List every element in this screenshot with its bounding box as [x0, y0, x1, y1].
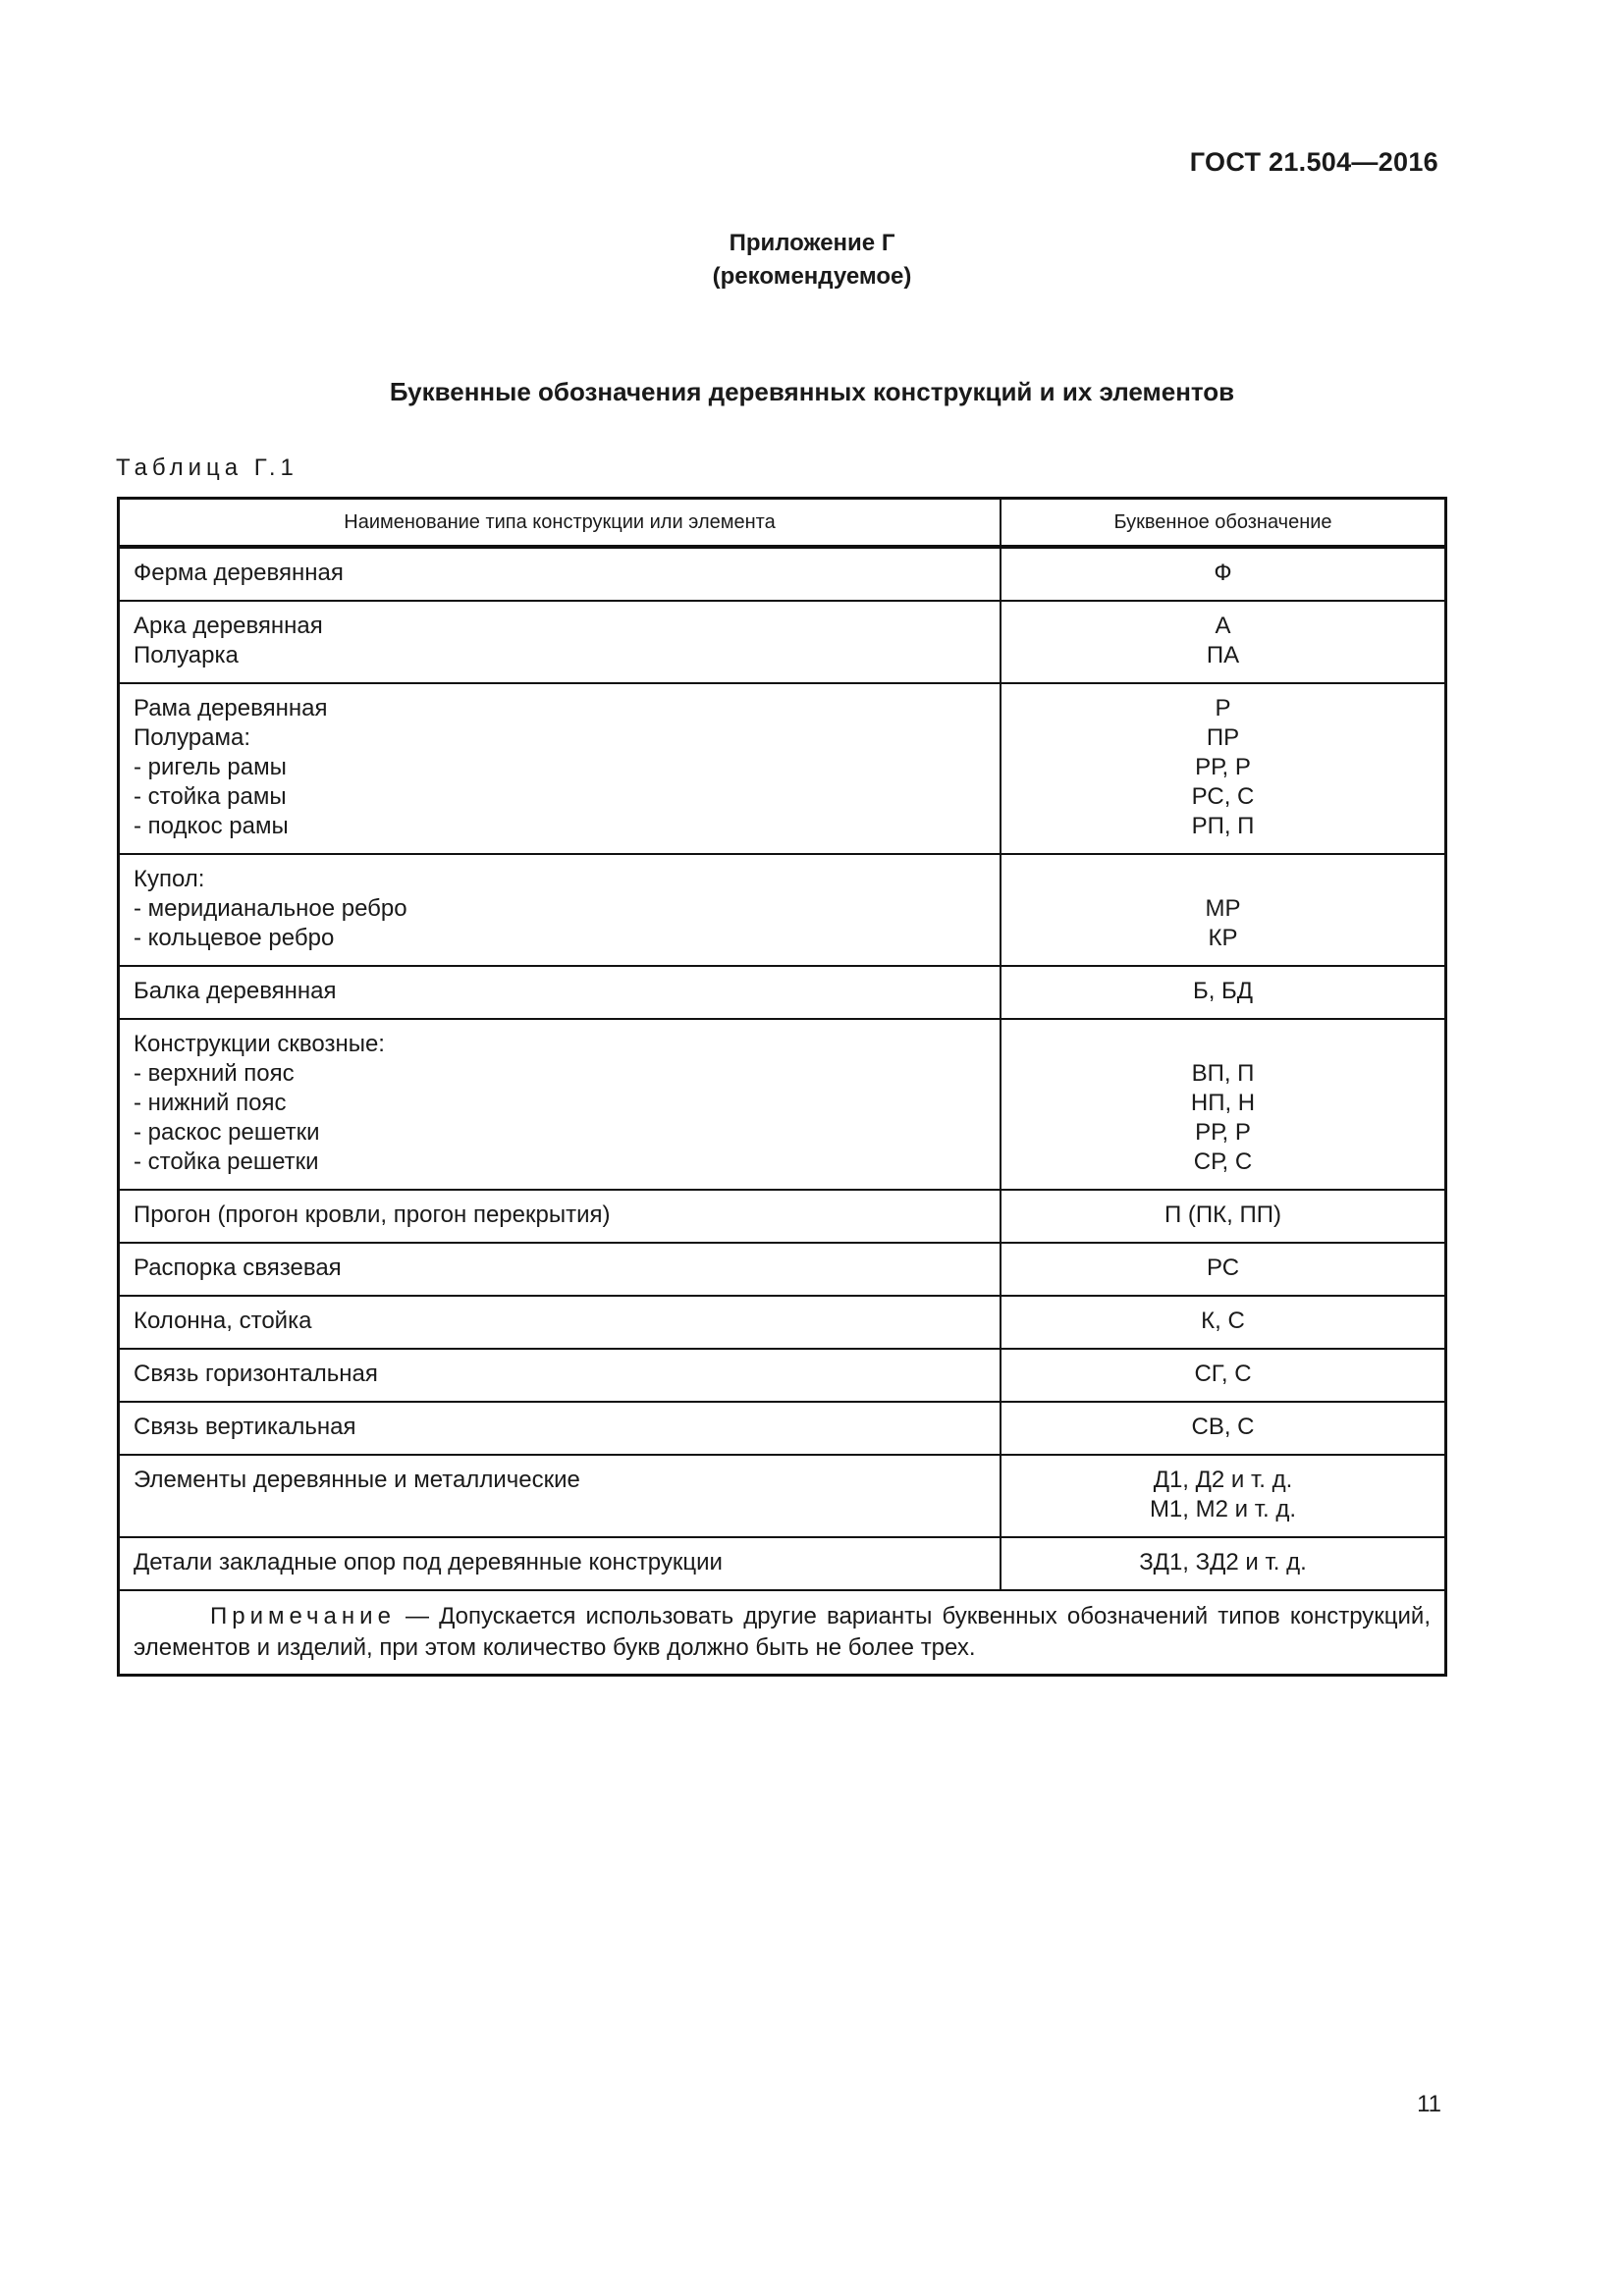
table-note [120, 1589, 1444, 1674]
row-name-line: Полуарка [134, 642, 239, 668]
row-name-line: - подкос рамы [134, 813, 289, 839]
row-code-cell [1001, 1538, 1444, 1589]
table-row [120, 1295, 1444, 1348]
table-caption: Таблица Г.1 [116, 454, 298, 481]
appendix-status: (рекомендуемое) [712, 263, 912, 290]
row-name-cell [120, 549, 1001, 600]
row-name-line: - раскос решетки [134, 1119, 320, 1146]
row-code-cell [1001, 549, 1444, 600]
row-code-line: МР [1205, 895, 1241, 922]
designations-table [117, 497, 1447, 1677]
row-code-cell [1001, 684, 1444, 853]
table-row [120, 1536, 1444, 1589]
row-name-cell [120, 602, 1001, 682]
row-code-line: Ф [1214, 560, 1232, 586]
row-code-cell [1001, 602, 1444, 682]
table-row [120, 682, 1444, 853]
row-code-line: РП, П [1191, 813, 1255, 839]
row-name-cell [120, 1244, 1001, 1295]
row-name-line: Арка деревянная [134, 613, 323, 639]
row-name-line: Конструкции сквозные: [134, 1031, 385, 1057]
row-name-line: Колонна, стойка [134, 1308, 312, 1334]
row-code-line: СВ, С [1191, 1414, 1255, 1440]
row-name-line: - кольцевое ребро [134, 925, 335, 951]
row-name-line: Связь горизонтальная [134, 1361, 378, 1387]
row-name-line: Элементы деревянные и металлические [134, 1467, 580, 1493]
table-row [120, 1348, 1444, 1401]
row-name-line: Прогон (прогон кровли, прогон перекрытия) [134, 1201, 611, 1228]
table-body [120, 545, 1444, 1589]
header-code: Буквенное обозначение [1113, 511, 1332, 533]
row-code-cell [1001, 967, 1444, 1018]
row-code-cell [1001, 1297, 1444, 1348]
row-code-cell [1001, 1244, 1444, 1295]
table-row [120, 1189, 1444, 1242]
row-code-line: РС, С [1191, 783, 1255, 810]
row-code-line: СР, С [1193, 1148, 1253, 1175]
row-name-cell [120, 967, 1001, 1018]
note-text: — Допускается использовать другие варианты буквенных обозначений типов конструкций, элементов и изделий, при этом количество букв должно быть не более трех. [134, 1603, 1431, 1661]
row-name-line: Распорка связевая [134, 1255, 342, 1281]
row-code-cell [1001, 855, 1444, 965]
table-row [120, 1242, 1444, 1295]
row-name-cell [120, 1538, 1001, 1589]
row-name-cell [120, 1456, 1001, 1536]
table-row [120, 600, 1444, 682]
row-name-cell [120, 855, 1001, 965]
row-code-cell [1001, 1456, 1444, 1536]
table-row [120, 853, 1444, 965]
section-title: Буквенные обозначения деревянных конструкций и их элементов [389, 377, 1235, 406]
table-row [120, 1401, 1444, 1454]
document-number: ГОСТ 21.504—2016 [1189, 147, 1438, 177]
row-name-line: Купол: [134, 866, 205, 892]
row-name-line: Рама деревянная [134, 695, 328, 721]
row-name-cell [120, 1020, 1001, 1189]
row-code-line: ВП, П [1191, 1060, 1255, 1087]
table-row [120, 1454, 1444, 1536]
row-code-line: РР, Р [1195, 1119, 1251, 1146]
row-code-line: Б, БД [1192, 978, 1254, 1004]
row-name-line: - стойка рамы [134, 783, 287, 810]
table-row [120, 965, 1444, 1018]
row-name-cell [120, 1350, 1001, 1401]
row-name-line: Полурама: [134, 724, 251, 751]
row-code-line: К, С [1201, 1308, 1245, 1334]
appendix-title: Приложение Г [729, 230, 895, 256]
note-label: Примечание [210, 1603, 396, 1629]
row-name-line: - нижний пояс [134, 1090, 287, 1116]
row-name-cell [120, 1191, 1001, 1242]
row-code-line: ЗД1, ЗД2 и т. д. [1139, 1549, 1307, 1575]
appendix-heading [0, 227, 1624, 294]
row-name-line: - ригель рамы [134, 754, 287, 780]
row-code-line: М1, М2 и т. д. [1149, 1496, 1297, 1522]
row-code-line: ПА [1206, 642, 1240, 668]
table-header-row [120, 500, 1444, 545]
row-name-line: Детали закладные опор под деревянные конструкции [134, 1549, 723, 1575]
row-code-line: НП, Н [1190, 1090, 1256, 1116]
row-code-cell [1001, 1403, 1444, 1454]
row-name-cell [120, 1403, 1001, 1454]
row-code-line: Р [1215, 695, 1231, 721]
row-code-line [1007, 1030, 1438, 1059]
row-code-cell [1001, 1020, 1444, 1189]
row-name-line: - верхний пояс [134, 1060, 295, 1087]
row-name-cell [120, 684, 1001, 853]
row-code-line: СГ, С [1194, 1361, 1252, 1387]
row-code-line: ПР [1206, 724, 1240, 751]
row-code-line: КР [1208, 925, 1238, 951]
header-name: Наименование типа конструкции или элемента [120, 500, 1001, 545]
table-row [120, 545, 1444, 600]
row-name-line: Балка деревянная [134, 978, 337, 1004]
row-code-line: П (ПК, ПП) [1164, 1201, 1281, 1228]
row-name-line: Связь вертикальная [134, 1414, 356, 1440]
row-code-cell [1001, 1191, 1444, 1242]
row-code-line: Д1, Д2 и т. д. [1153, 1467, 1293, 1493]
row-code-line: А [1215, 613, 1231, 639]
table-row [120, 1018, 1444, 1189]
row-name-line: - стойка решетки [134, 1148, 319, 1175]
row-name-line: Ферма деревянная [134, 560, 344, 586]
row-code-cell [1001, 1350, 1444, 1401]
row-code-line: РР, Р [1195, 754, 1251, 780]
row-code-line: РС [1206, 1255, 1240, 1281]
row-code-line [1007, 865, 1438, 894]
page-number: 11 [1417, 2091, 1441, 2117]
row-name-cell [120, 1297, 1001, 1348]
row-name-line: - меридианальное ребро [134, 895, 407, 922]
